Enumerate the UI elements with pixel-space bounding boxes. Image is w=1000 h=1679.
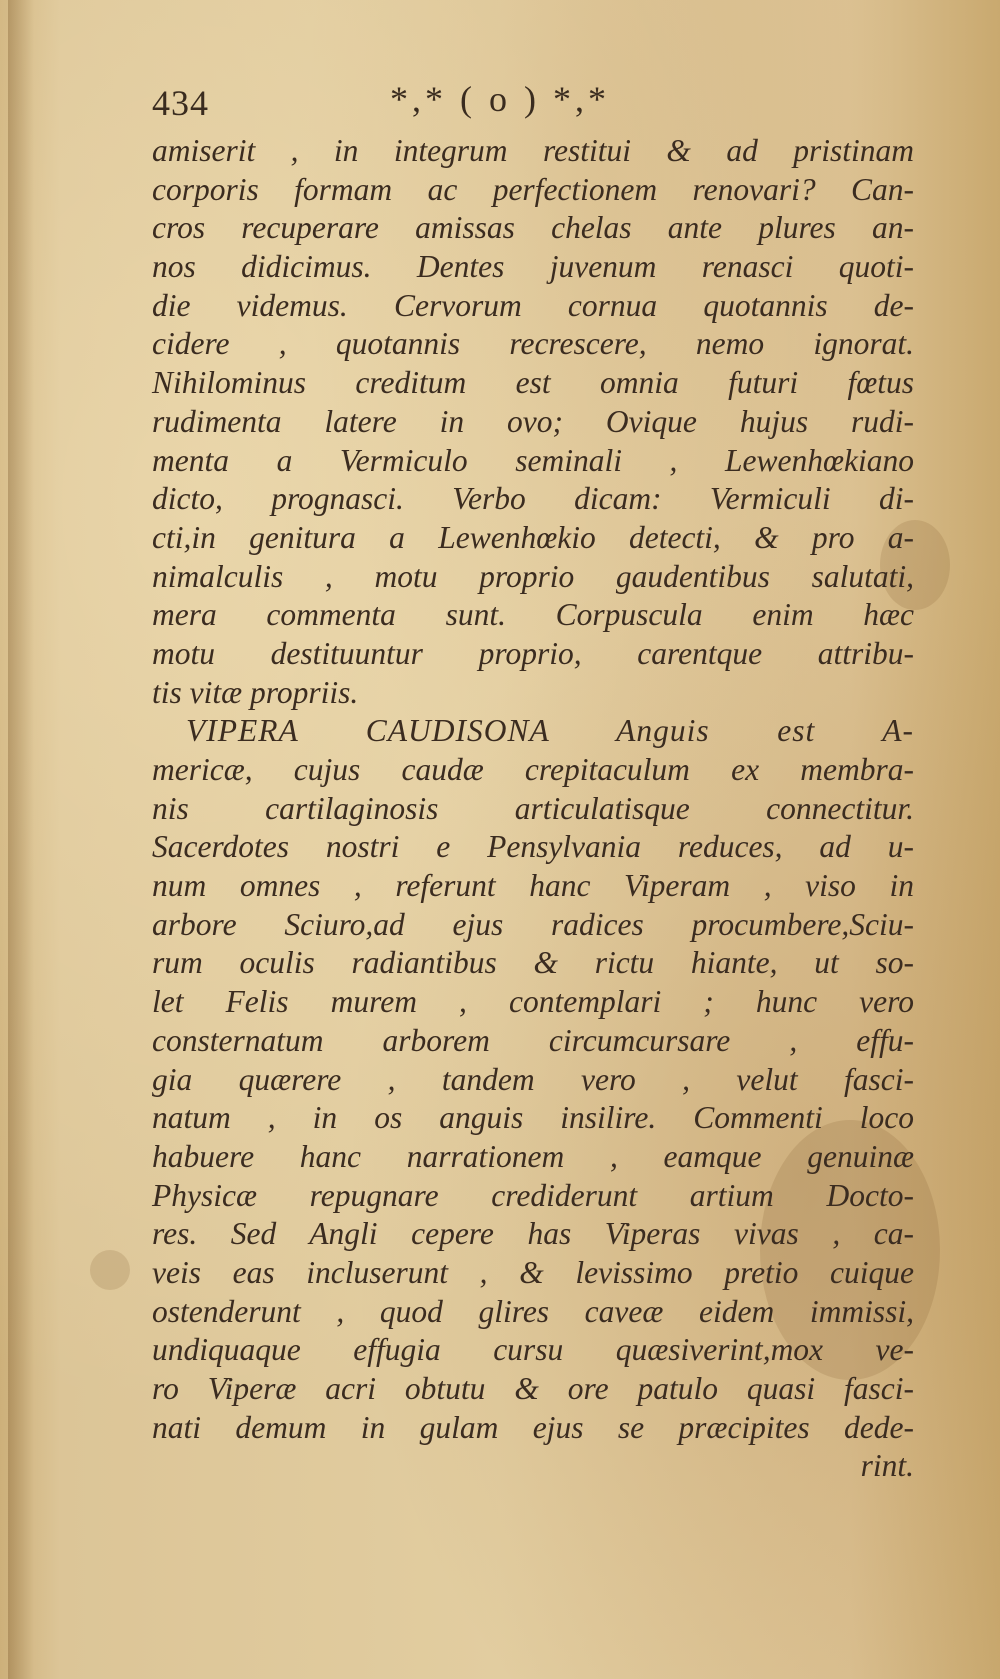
- text-line: veis eas incluserunt , & levissimo pretio cuique: [152, 1254, 914, 1290]
- body-text: [152, 132, 914, 1486]
- text-line: ro Viperæ acri obtutu & ore patulo quasi fasci-: [152, 1371, 914, 1406]
- page-header: [150, 78, 910, 128]
- text-line: consternatum arborem circumcursare , effu-: [152, 1022, 914, 1058]
- text-line: nos didicimus. Dentes juvenum renasci quoti-: [152, 249, 914, 285]
- text-line: habuere hanc narrationem , eamque genuinæ: [152, 1138, 914, 1174]
- paragraph-start-line: VIPERA CAUDISONA Anguis est A-: [186, 713, 914, 749]
- text-line: cidere , quotannis recrescere, nemo ignorat.: [152, 326, 914, 362]
- text-line: mericæ, cujus caudæ crepitaculum ex membra-: [152, 752, 914, 787]
- catchword-line: rint.: [860, 1448, 914, 1484]
- text-line: arbore Sciuro,ad ejus radices procumbere,Sciu-: [152, 906, 914, 942]
- text-line: ostenderunt , quod glires caveæ eidem immissi,: [152, 1293, 914, 1329]
- text-line: nati demum in gulam ejus se præcipites dede-: [152, 1409, 914, 1445]
- text-line: Sacerdotes nostri e Pensylvania reduces, ad u-: [152, 829, 914, 865]
- text-line: res. Sed Angli cepere has Viperas vivas , ca-: [152, 1216, 914, 1252]
- text-line: gia quærere , tandem vero , velut fasci-: [152, 1061, 914, 1097]
- text-line: die videmus. Cervorum cornua quotannis de-: [152, 287, 914, 323]
- page-number: 434: [152, 83, 209, 123]
- text-line: cros recuperare amissas chelas ante plures an-: [152, 210, 914, 246]
- text-line: mera commenta sunt. Corpuscula enim hæc: [152, 597, 914, 633]
- text-line: natum , in os anguis insilire. Commenti loco: [152, 1100, 914, 1136]
- text-line: Nihilominus creditum est omnia futuri fœtus: [152, 365, 914, 401]
- text-line: motu destituuntur proprio, carentque attribu-: [152, 635, 914, 671]
- text-line: nis cartilaginosis articulatisque connectitur.: [152, 790, 914, 826]
- text-line: rudimenta latere in ovo; Ovique hujus rudi-: [152, 403, 914, 439]
- header-ornament: *,* ( o ) *,*: [390, 79, 610, 119]
- paragraph-end-line: tis vitæ propriis.: [152, 674, 359, 710]
- text-line: undiquaque effugia cursu quæsiverint,mox ve-: [152, 1332, 914, 1368]
- text-line: corporis formam ac perfectionem renovari? Can-: [152, 171, 914, 207]
- text-line: cti,in genitura a Lewenhœkio detecti, & pro a-: [152, 519, 914, 555]
- text-line: dicto, prognasci. Verbo dicam: Vermiculi di-: [152, 481, 914, 517]
- text-line: rum oculis radiantibus & rictu hiante, ut so-: [152, 945, 914, 981]
- paper-stain: [90, 1250, 130, 1290]
- text-line: let Felis murem , contemplari ; hunc vero: [152, 984, 914, 1020]
- text-line: menta a Vermiculo seminali , Lewenhœkiano: [152, 442, 914, 478]
- text-line: nimalculis , motu proprio gaudentibus salutati,: [152, 558, 914, 594]
- text-line: amiserit , in integrum restitui & ad pristinam: [152, 133, 914, 168]
- text-line: Physicæ repugnare crediderunt artium Docto-: [152, 1177, 914, 1213]
- page-gutter-shadow: [8, 0, 34, 1679]
- text-line: num omnes , referunt hanc Viperam , viso in: [152, 868, 914, 904]
